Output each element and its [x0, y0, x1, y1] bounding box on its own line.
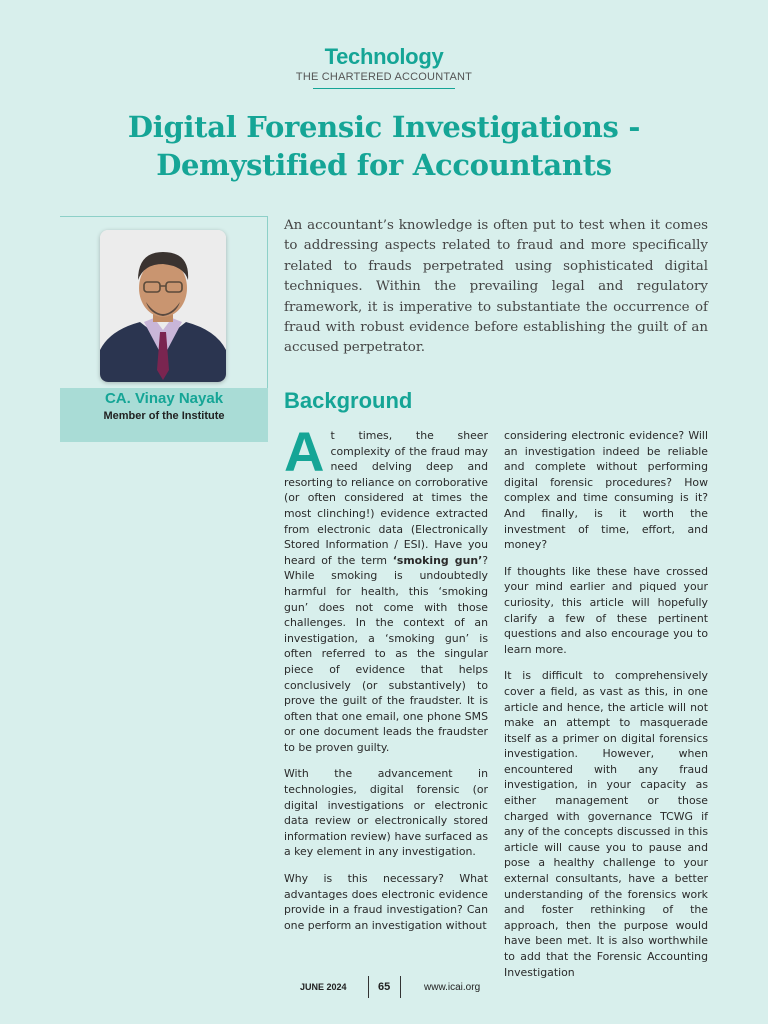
- footer-divider: [400, 976, 401, 998]
- body-paragraph: It is difficult to comprehensively cover a field, as vast as this, in one article and hence, the article will not make an attempt to masquerade itself as a primer on digital forensics investigation. However, when encountered with any fraud investigation, in your capacity as either management or those charged with governance TCWG if any of the concepts discussed in this article will cause you to pause and pose a healthy challenge to your external consultants, have a better understanding of the forensics work and foster rethinking of the approach, then the purpose would have been met. It is also worthwhile to add that the Forensic Accounting Investigation: [504, 669, 708, 979]
- frame-line-right: [267, 216, 268, 416]
- paragraph-text: t times, the sheer complexity of the fraud may need delving deep and resorting to reliance on corroborative (or often considered at times the most clinching!) evidence extracted from electronic data (Electronically Stored Information / ESI). Have you heard of the term: [284, 429, 488, 567]
- author-block: [60, 390, 268, 424]
- title-line-2: Demystified for Accountants: [156, 148, 612, 182]
- website-link[interactable]: www.icai.org: [424, 982, 481, 993]
- publication-name: THE CHARTERED ACCOUNTANT: [295, 71, 473, 83]
- body-paragraph: If thoughts like these have crossed your mind earlier and piqued your curiosity, this article will hopefully clarify a few of these pertinent questions and also encourage you to learn more.: [504, 564, 708, 656]
- drop-cap: A: [284, 420, 325, 483]
- article-abstract: An accountant’s knowledge is often put to test when it comes to addressing aspects related to fraud and more specifically related to frauds perpetrated using sophisticated digital techniques. Within the prevailing legal and regulatory framework, it is imperative to substantiate the occurrence of fraud with robust evidence before establishing the guilt of an accused perpetrator.: [284, 218, 708, 356]
- body-paragraph: Why is this necessary? What advantages does electronic evidence provide in a fraud investigation? Can one perform an investigation without: [284, 872, 488, 932]
- body-paragraph: considering electronic evidence? Will an investigation indeed be reliable and complete without performing digital forensic procedures? How complex and time consuming is it? And finally, is it worth the investment of time, effort, and money?: [504, 429, 708, 552]
- footer-divider: [368, 976, 369, 998]
- title-line-1: Digital Forensic Investigations -: [127, 110, 641, 144]
- section-title: Technology: [324, 44, 444, 69]
- header-rule: [313, 88, 455, 89]
- page-header: [0, 44, 768, 89]
- paragraph-text: ? While smoking is undoubtedly harmful for health, this ‘smoking gun’ does not come with those challenges. In the context of an investigation, a ‘smoking gun’ is often referred to as the singular piece of evidence that helps conclusively (or substantively) to prove the guilt of the fraudster. It is often that one email, one phone SMS or one document leads the fraudster to be proven guilty.: [284, 553, 488, 754]
- author-name: CA. Vinay Nayak: [104, 390, 224, 407]
- body-column-right: [504, 428, 708, 991]
- page-footer: [0, 974, 768, 1000]
- body-paragraph: [284, 420, 488, 755]
- section-heading-background: Background: [284, 388, 413, 413]
- page-number: 65: [378, 981, 391, 993]
- author-role: Member of the Institute: [103, 410, 225, 422]
- emphasis-smoking-gun: ‘smoking gun’: [392, 553, 483, 567]
- article-title: [40, 108, 728, 184]
- author-photo: [100, 230, 226, 382]
- frame-line-top: [60, 216, 268, 217]
- body-column-left: [284, 420, 488, 944]
- issue-date: JUNE 2024: [300, 982, 347, 992]
- body-paragraph: With the advancement in technologies, digital forensic (or digital investigations or electronic data review or electronically stored information review) have surfaced as a key element in any investigation.: [284, 767, 488, 859]
